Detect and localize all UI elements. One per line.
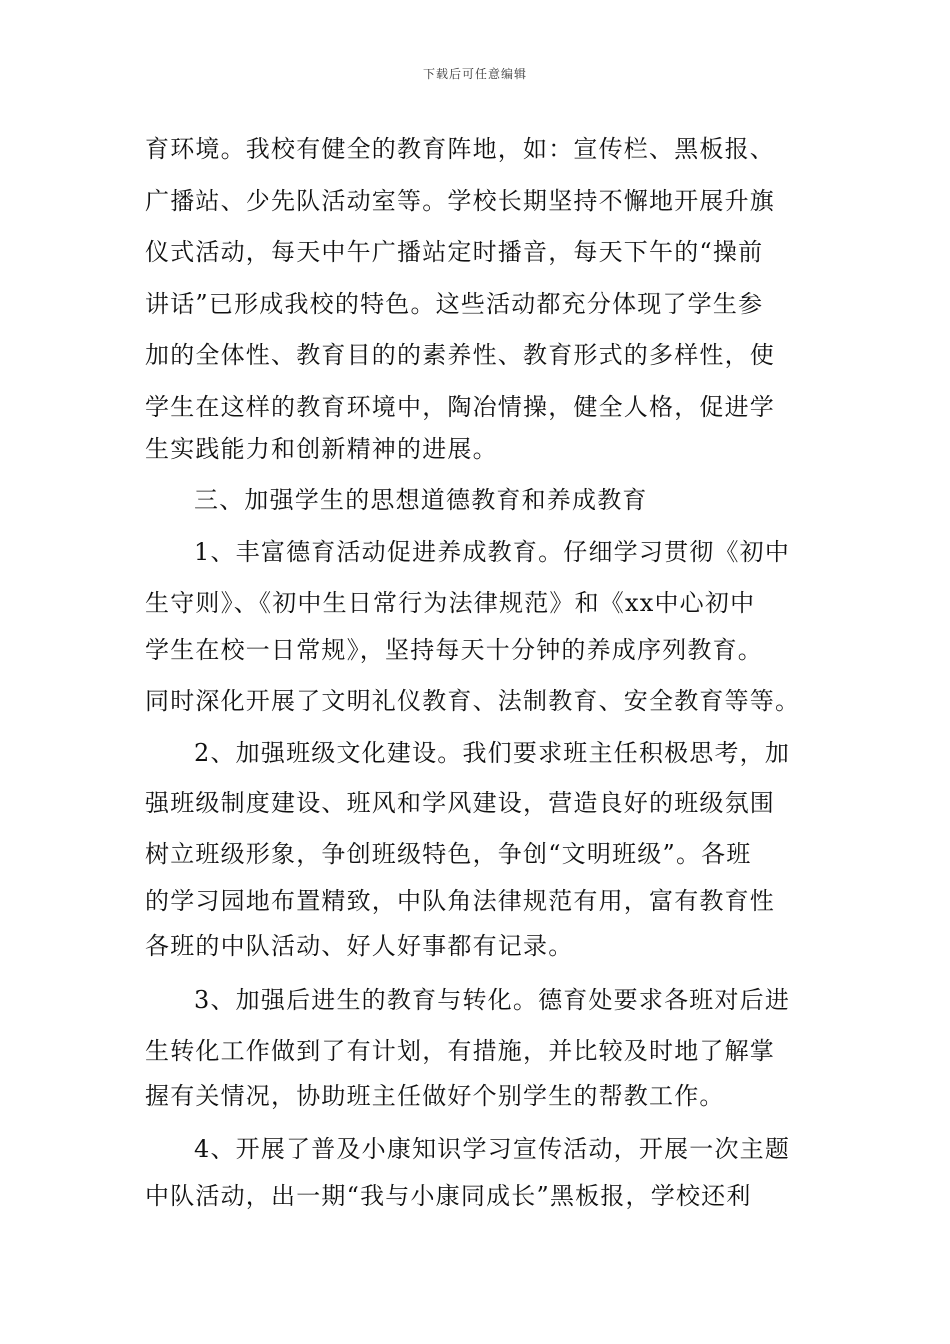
body-line: 学生在这样的教育环境中，陶冶情操，健全人格，促进学 [145,393,775,421]
body-line: 握有关情况，协助班主任做好个别学生的帮教工作。 [145,1082,725,1110]
body-line: 各班的中队活动、好人好事都有记录。 [145,932,574,960]
body-line: 广播站、少先队活动室等。学校长期坚持不懈地开展升旗 [145,187,775,215]
body-line: 育环境。我校有健全的教育阵地，如：宣传栏、黑板报、 [145,135,775,163]
body-line: 学生在校一日常规》，坚持每天十分钟的养成序列教育。 [145,636,763,664]
paragraph-start-line: 2、加强班级文化建设。我们要求班主任积极思考，加 [194,739,791,767]
body-line: 强班级制度建设、班风和学风建设，营造良好的班级氛围 [145,789,775,817]
body-line: 的学习园地布置精致，中队角法律规范有用，富有教育性 [145,887,775,915]
section-heading: 三、加强学生的思想道德教育和养成教育 [194,486,648,514]
body-line: 加的全体性、教育目的的素养性、教育形式的多样性，使 [145,341,775,369]
paragraph-start-line: 4、开展了普及小康知识学习宣传活动，开展一次主题 [194,1135,791,1163]
paragraph-start-line: 1、丰富德育活动促进养成教育。仔细学习贯彻《初中 [194,538,791,566]
body-line: 生守则》、《初中生日常行为法律规范》和《xx中心初中 [145,589,756,617]
paragraph-start-line: 3、加强后进生的教育与转化。德育处要求各班对后进 [194,986,791,1014]
body-line: 生实践能力和创新精神的进展。 [145,435,498,463]
body-line: 生转化工作做到了有计划，有措施，并比较及时地了解掌 [145,1037,775,1065]
body-line: 树立班级形象，争创班级特色，争创“文明班级”。各班 [145,840,752,868]
body-line: 中队活动，出一期“我与小康同成长”黑板报，学校还利 [145,1182,752,1210]
body-line: 讲话”已形成我校的特色。这些活动都充分体现了学生参 [145,290,764,318]
body-line: 仪式活动，每天中午广播站定时播音，每天下午的“操前 [145,238,764,266]
body-line: 同时深化开展了文明礼仪教育、法制教育、安全教育等等。 [145,687,801,715]
page-header: 下载后可任意编辑 [422,67,527,81]
